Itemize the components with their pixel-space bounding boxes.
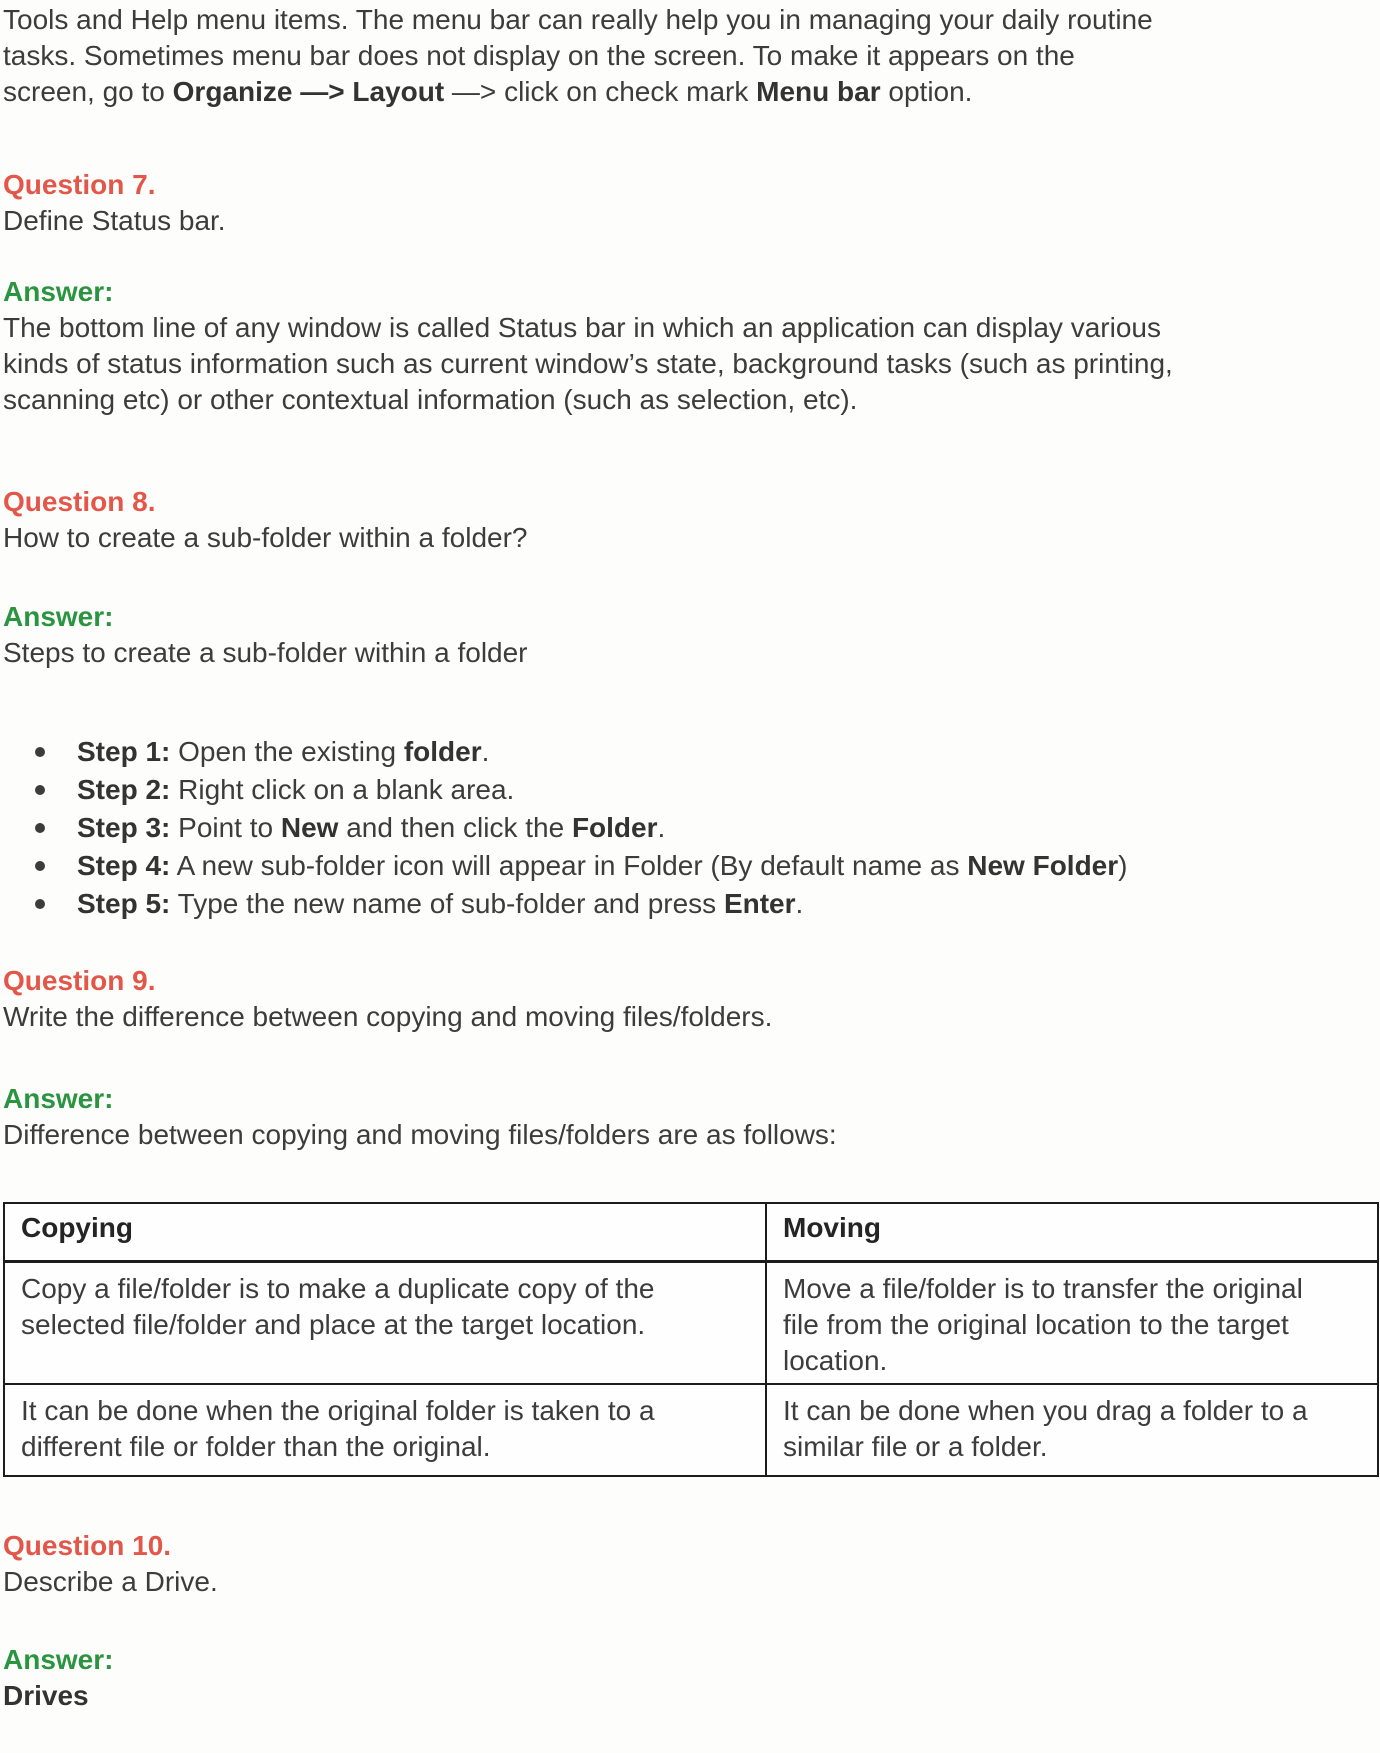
- question-10-text: Describe a Drive.: [3, 1566, 218, 1597]
- step-item-3: [3, 809, 1173, 847]
- step-item-5: [3, 885, 1173, 923]
- step-1-label: Step 1:: [77, 736, 171, 767]
- question-10-heading: Question 10.: [3, 1530, 172, 1561]
- intro-text-1: Tools and Help menu items. The menu bar can really help you in managing your daily routine tasks. Sometimes menu bar does not display on the screen. To make it appears on the screen, go to: [3, 4, 1153, 107]
- answer-8-intro: Steps to create a sub-folder within a folder: [3, 637, 528, 668]
- cell-text: It can be done when you drag a folder to a similar file or a folder.: [783, 1395, 1308, 1462]
- header-cell-text: Copying: [21, 1212, 133, 1243]
- step-2-text: Right click on a blank area.: [170, 774, 515, 805]
- step-3-text: Point to: [170, 812, 281, 843]
- cell-text: Copy a file/folder is to make a duplicate copy of the selected file/folder and place at the target location.: [21, 1273, 655, 1340]
- question-9-heading: Question 9.: [3, 965, 156, 996]
- step-1-text-2: .: [481, 736, 490, 767]
- step-1-text: Open the existing: [170, 736, 404, 767]
- cell-text: Move a file/folder is to transfer the original file from the original location to the target location.: [783, 1273, 1303, 1376]
- question-9-text: Write the difference between copying and moving files/folders.: [3, 1001, 773, 1032]
- intro-bold-menu-bar: Menu bar: [756, 76, 881, 107]
- answer-9-intro: Difference between copying and moving files/folders are as follows:: [3, 1119, 837, 1150]
- step-3-text-2: and then click the: [338, 812, 572, 843]
- step-4-bold-new-folder: New Folder: [967, 850, 1119, 881]
- step-4-text-2: ): [1118, 850, 1128, 881]
- intro-bold-organize-layout: Organize —> Layout: [172, 76, 445, 107]
- table-cell-moving-2: [766, 1384, 1378, 1476]
- step-3-bold-new: New: [280, 812, 339, 843]
- step-5-label: Step 5:: [77, 888, 171, 919]
- question-7-text: Define Status bar.: [3, 205, 226, 236]
- steps-list: [3, 733, 1173, 923]
- step-5-bold-enter: Enter: [723, 888, 796, 919]
- step-3-label: Step 3:: [77, 812, 171, 843]
- table-header-row: [4, 1203, 1378, 1262]
- step-3-bold-folder: Folder: [571, 812, 658, 843]
- step-item-1: [3, 733, 1173, 771]
- table-cell-moving-1: [766, 1262, 1378, 1385]
- table-row: [4, 1262, 1378, 1385]
- step-item-4: [3, 847, 1173, 885]
- question-7-heading: Question 7.: [3, 169, 156, 200]
- step-item-2: [3, 771, 1173, 809]
- copying-vs-moving-table: [3, 1202, 1379, 1477]
- answer-7-text: The bottom line of any window is called Status bar in which an application can display various kinds of status information such as current window’s state, background tasks (such as printing, scanning etc) or other contextual information (such as selection, etc).: [3, 312, 1173, 415]
- step-2-label: Step 2:: [77, 774, 171, 805]
- step-3-text-3: .: [657, 812, 666, 843]
- cell-text: It can be done when the original folder is taken to a different file or folder than the original.: [21, 1395, 655, 1462]
- question-8-text: How to create a sub-folder within a folder?: [3, 522, 528, 553]
- answer-8-label: Answer:: [3, 601, 114, 632]
- table-cell-copying-2: [4, 1384, 766, 1476]
- step-4-label: Step 4:: [77, 850, 171, 881]
- step-1-bold: folder: [403, 736, 482, 767]
- table-header-moving: [766, 1203, 1378, 1262]
- intro-text-3: option.: [880, 76, 973, 107]
- intro-text-2: —> click on check mark: [444, 76, 757, 107]
- header-cell-text: Moving: [783, 1212, 881, 1243]
- answer-7-label: Answer:: [3, 276, 114, 307]
- answer-10-label: Answer:: [3, 1644, 114, 1675]
- table-row: [4, 1384, 1378, 1476]
- step-5-text-2: .: [795, 888, 804, 919]
- answer-10-lead: Drives: [3, 1680, 89, 1711]
- step-5-text: Type the new name of sub-folder and press: [170, 888, 724, 919]
- question-8-heading: Question 8.: [3, 486, 156, 517]
- answer-9-label: Answer:: [3, 1083, 114, 1114]
- table-cell-copying-1: [4, 1262, 766, 1385]
- intro-paragraph: [3, 2, 1173, 110]
- table-header-copying: [4, 1203, 766, 1262]
- step-4-text: A new sub-folder icon will appear in Folder (By default name as: [170, 850, 968, 881]
